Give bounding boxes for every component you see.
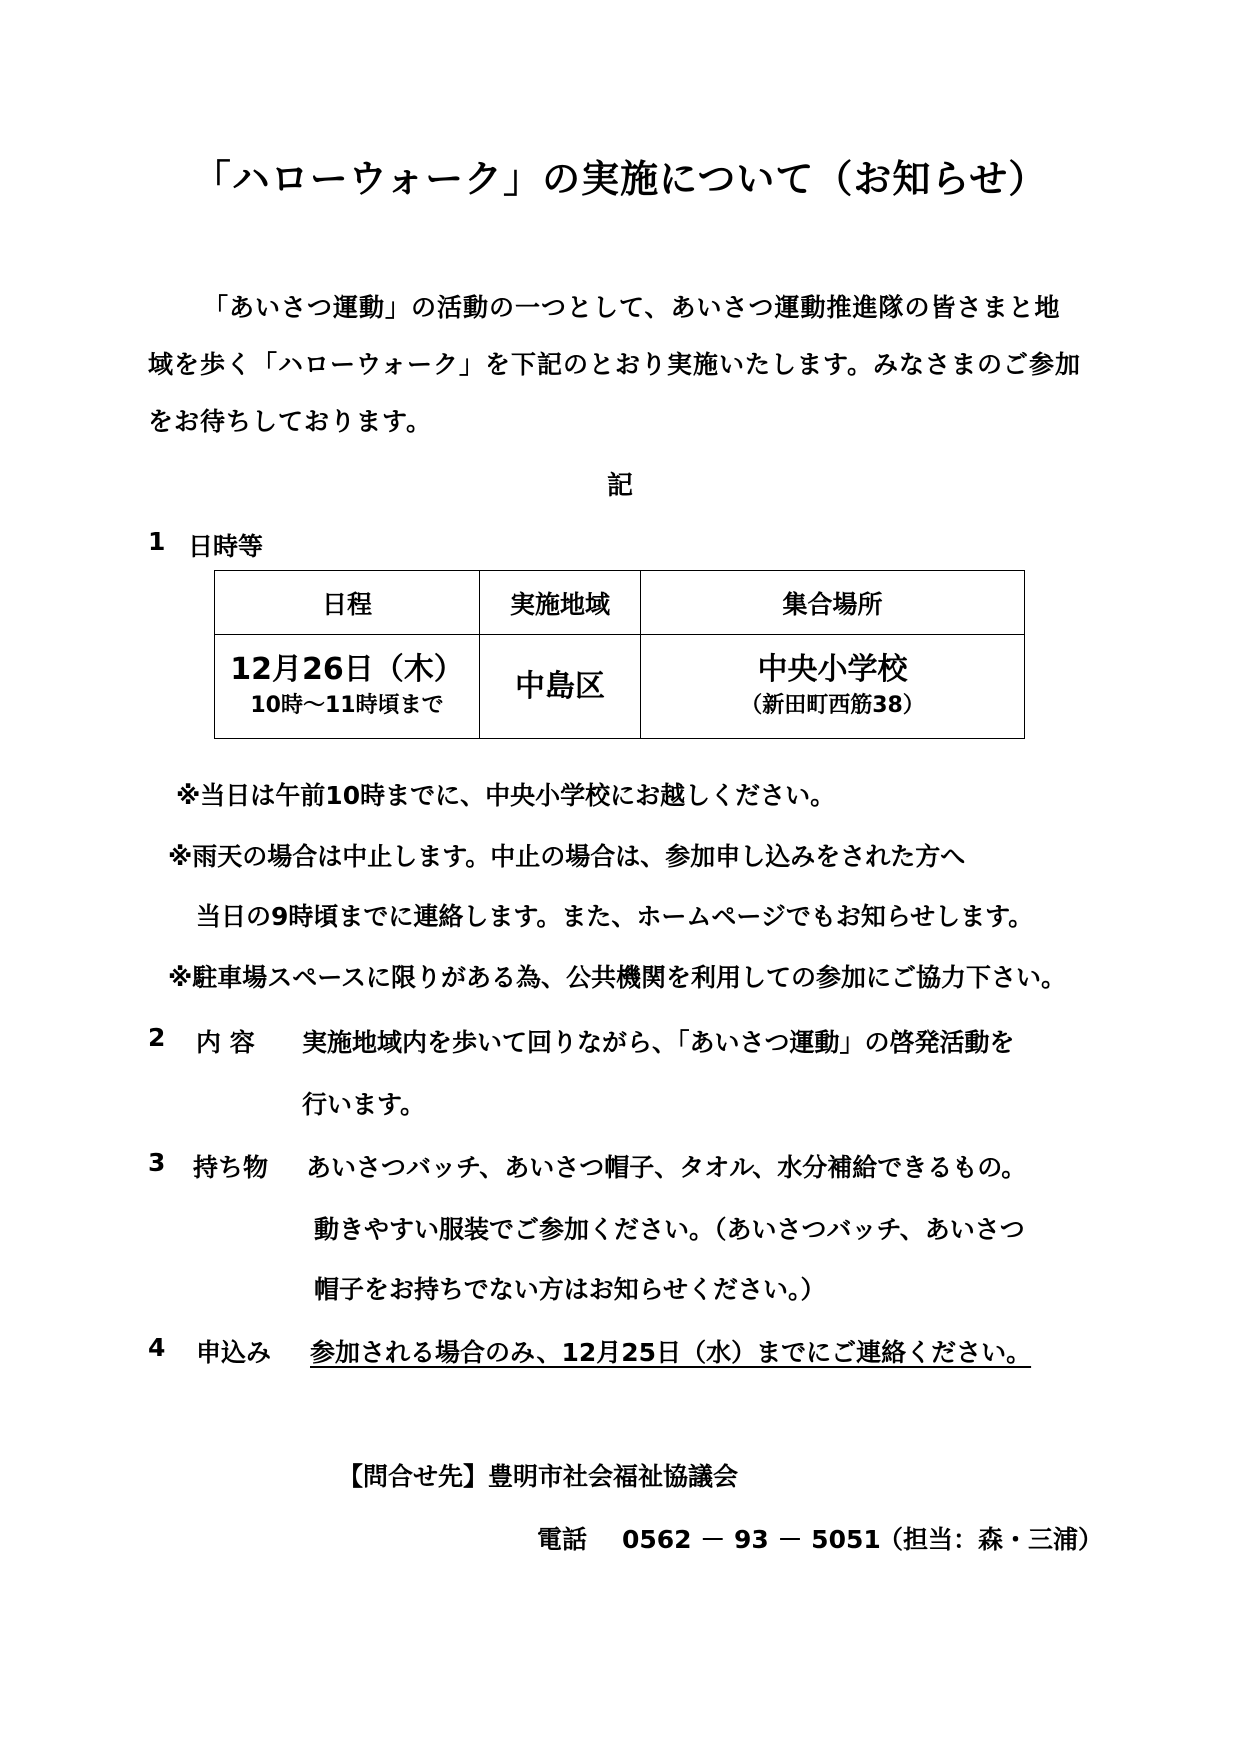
section2-line-2: 行います。 [302,1090,426,1119]
schedule-table [214,570,1025,739]
place-sub: （新田町西筋38） [740,692,925,718]
intro-line-3: をお待ちしております。 [148,407,433,436]
date-sub: 10時～11時頃まで [250,692,444,718]
intro-line-1: 「あいさつ運動」の活動の一つとして、あいさつ運動推進隊の皆さまと地 [203,293,1061,322]
contact-org: 【問合せ先】豊明市社会福祉協議会 [338,1462,739,1491]
note-4: ※駐車場スペースに限りがある為、公共機関を利用しての参加にご協力下さい。 [168,963,1067,992]
area-name: 中島区 [515,668,605,704]
note-3: 当日の9時頃までに連絡します。また、ホームページでもお知らせします。 [196,902,1034,931]
cell-area [480,635,641,739]
table-row [215,635,1025,739]
date-main: 12月26日（木） [230,651,464,687]
contact-phone: 0562 － 93 － 5051 [622,1525,881,1554]
section3-line-2: 動きやすい服装でご参加ください。（あいさつバッチ、あいさつ [314,1215,1025,1244]
section4-label: 申込み [196,1338,272,1367]
section1-label: 日時等 [188,532,264,561]
section1-number: 1 [148,527,166,556]
contact-person: （担当：森・三浦） [878,1525,1104,1554]
intro-line-2: 域を歩く「ハローウォーク」を下記のとおり実施いたします。みなさまのご参加 [148,350,1082,379]
section2-label: 内 容 [196,1028,255,1057]
section2-number: 2 [148,1023,166,1052]
contact-phone-label: 電話 [537,1525,588,1554]
cell-place [641,635,1025,739]
place-main: 中央小学校 [757,651,908,687]
page-title: 「ハローウォーク」の実施について（お知らせ） [192,157,1048,201]
section3-line-3: 帽子をお持ちでない方はお知らせください。） [314,1275,826,1304]
note-1: ※当日は午前10時までに、中央小学校にお越しください。 [176,781,836,810]
ki-heading: 記 [606,471,633,501]
section2-line-1: 実施地域内を歩いて回りながら、「あいさつ運動」の啓発活動を [302,1028,1015,1057]
section4-deadline: 参加される場合のみ、12月25日（水）までにご連絡ください。 [310,1338,1032,1367]
section4-number: 4 [148,1333,166,1362]
table-header-row [215,571,1025,635]
header-area: 実施地域 [480,571,641,635]
cell-date [215,635,480,739]
section3-line-1: あいさつバッチ、あいさつ帽子、タオル、水分補給できるもの。 [306,1153,1027,1182]
header-meeting-place: 集合場所 [641,571,1025,635]
note-2: ※雨天の場合は中止します。中止の場合は、参加申し込みをされた方へ [168,842,966,871]
header-schedule: 日程 [215,571,480,635]
section3-label: 持ち物 [193,1153,269,1182]
section3-number: 3 [148,1148,166,1177]
